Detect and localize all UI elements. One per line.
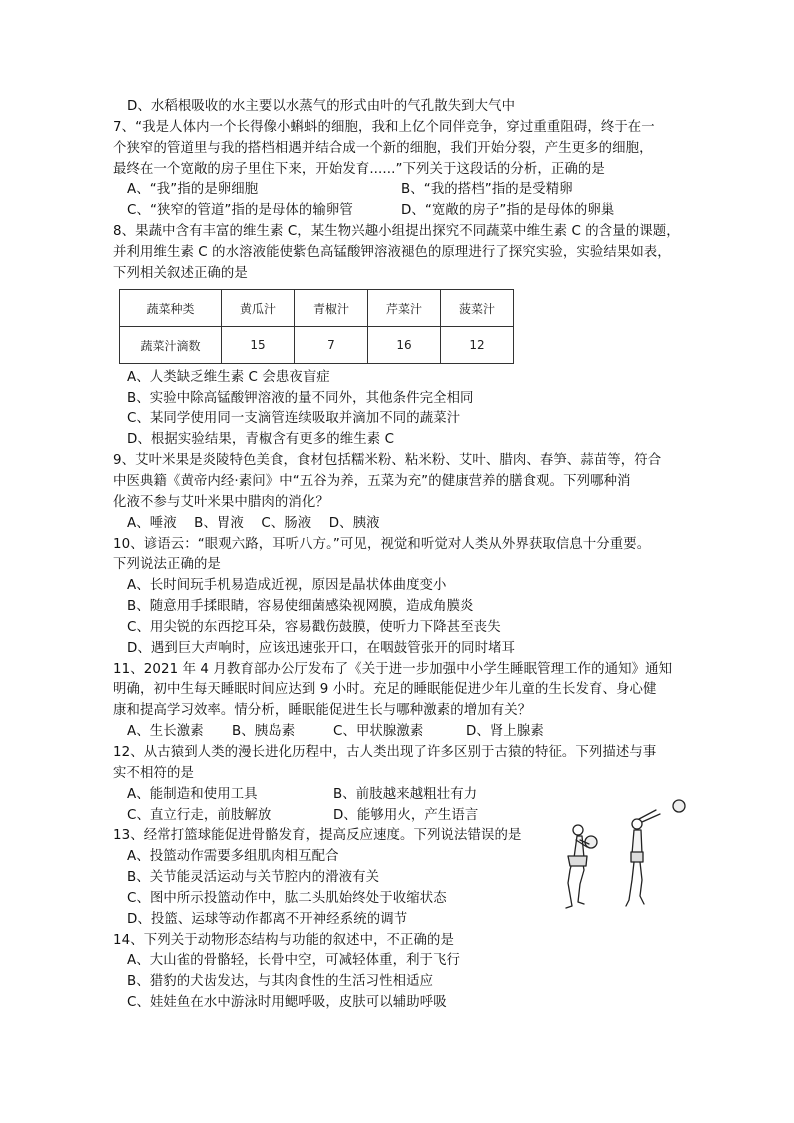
player-right-arms (639, 810, 660, 822)
player-right-head (632, 819, 642, 829)
q9-stem-line1: 9、艾叶米果是炎陵特色美食，食材包括糯米粉、粘米粉、艾叶、腊肉、春笋、蒜苗等，符合 (113, 453, 662, 468)
table-cell: 15 (222, 327, 295, 364)
q10-option-d: D、遇到巨大声响时，应该迅速张开口，在咽鼓管张开的同时堵耳 (127, 641, 516, 656)
q7-option-d: D、“宽敞的房子”指的是母体的卵巢 (401, 203, 615, 218)
q7-option-c: C、“狭窄的管道”指的是母体的输卵管 (127, 203, 353, 218)
q6-option-d: D、水稻根吸收的水主要以水蒸气的形式由叶的气孔散失到大气中 (127, 99, 516, 114)
q12-option-c: C、直立行走，前肢解放 (127, 808, 272, 823)
q8-stem-line1: 8、果蔬中含有丰富的维生素 C，某生物兴趣小组提出探究不同蔬菜中维生素 C 的含量的课题， (113, 224, 680, 239)
q14-stem: 14、下列关于动物形态结构与功能的叙述中，不正确的是 (113, 933, 455, 948)
table-cell: 12 (441, 327, 514, 364)
q8-option-d: D、根据实验结果，青椒含有更多的维生素 C (127, 432, 395, 447)
q8-stem-line3: 下列相关叙述正确的是 (113, 266, 248, 281)
q11-stem-line1: 11、2021 年 4 月教育部办公厅发布了《关于进一步加强中小学生睡眠管理工作的通知》通知 (113, 662, 673, 677)
q11-option-b: B、胰岛素 (232, 724, 296, 739)
q12-stem-line1: 12、从古猿到人类的漫长进化历程中，古人类出现了许多区别于古猿的特征。下列描述与事 (113, 745, 657, 760)
q10-stem-line2: 下列说法正确的是 (113, 557, 221, 572)
q14-option-a: A、大山雀的骨骼轻，长骨中空，可减轻体重，利于飞行 (127, 953, 461, 968)
table-row (120, 327, 514, 364)
table-header-cell: 芹菜汁 (368, 290, 441, 327)
q9-stem-line3: 化液不参与艾叶米果中腊肉的消化？ (113, 495, 329, 510)
q13-option-b: B、关节能灵活运动与关节腔内的滑液有关 (127, 870, 380, 885)
table-header-row (120, 290, 514, 327)
player-right-legs (626, 862, 644, 906)
q7-stem-line2: 个狭窄的管道里与我的搭档相遇并结合成一个新的细胞，我们开始分裂，产生更多的细胞， (113, 141, 653, 156)
q8-option-a: A、人类缺乏维生素 C 会患夜盲症 (127, 370, 330, 385)
player-left-torso (574, 836, 584, 858)
table-header-cell: 菠菜汁 (441, 290, 514, 327)
q11-option-d: D、肾上腺素 (466, 724, 544, 739)
q10-option-a: A、长时间玩手机易造成近视，原因是晶状体曲度变小 (127, 578, 447, 593)
q14-option-b: B、猎豹的犬齿发达，与其肉食性的生活习性相适应 (127, 974, 434, 989)
q12-option-b: B、前肢越来越粗壮有力 (333, 787, 478, 802)
table-header-cell: 青椒汁 (295, 290, 368, 327)
q12-option-d: D、能够用火，产生语言 (333, 808, 479, 823)
q8-stem-line2: 并利用维生素 C 的水溶液能使紫色高锰酸钾溶液褪色的原理进行了探究实验，实验结果如表， (113, 245, 671, 260)
q10-option-c: C、用尖锐的东西挖耳朵，容易戳伤鼓膜，使听力下降甚至丧失 (127, 620, 501, 635)
q11-option-a: A、生长激素 (127, 724, 204, 739)
q10-option-b: B、随意用手揉眼睛，容易使细菌感染视网膜，造成角膜炎 (127, 599, 474, 614)
q7-option-a: A、“我”指的是卵细胞 (127, 182, 259, 197)
q7-stem-line1: 7、“我是人体内一个长得像小蝌蚪的细胞，我和上亿个同伴竞争，穿过重重阻碍，终于在一 (113, 120, 655, 135)
basketball-shooting-figure (556, 796, 686, 916)
q8-option-b: B、实验中除高锰酸钾溶液的量不同外，其他条件完全相同 (127, 391, 474, 406)
q8-option-c: C、某同学使用同一支滴管连续吸取并滴加不同的蔬菜汁 (127, 411, 461, 426)
q14-option-c: C、娃娃鱼在水中游泳时用鳃呼吸，皮肤可以辅助呼吸 (127, 995, 447, 1010)
vegetable-juice-table (119, 289, 514, 364)
q11-stem-line3: 康和提高学习效率。情分析，睡眠能促进生长与哪种激素的增加有关？ (113, 703, 532, 718)
player-left-head (573, 825, 583, 835)
q13-option-d: D、投篮、运球等动作都离不开神经系统的调节 (127, 912, 408, 927)
basketball-air-icon (673, 800, 685, 812)
q9-stem-line2: 中医典籍《黄帝内经·素问》中“五谷为养，五菜为充”的健康营养的膳食观。下列哪种消 (113, 474, 631, 489)
q9-options: A、唾液 B、胃液 C、肠液 D、胰液 (127, 516, 380, 531)
table-cell: 16 (368, 327, 441, 364)
table-header-cell: 黄瓜汁 (222, 290, 295, 327)
q11-stem-line2: 明确，初中生每天睡眠时间应达到 9 小时。充足的睡眠能促进少年儿童的生长发育、身心健 (113, 682, 657, 697)
q13-option-a: A、投篮动作需要多组肌肉相互配合 (127, 849, 339, 864)
table-cell: 7 (295, 327, 368, 364)
q11-option-c: C、甲状腺激素 (333, 724, 424, 739)
q7-option-b: B、“我的搭档”指的是受精卵 (401, 182, 573, 197)
q13-stem: 13、经常打篮球能促进骨骼发育，提高反应速度。下列说法错误的是 (113, 828, 522, 843)
table-header-cell: 蔬菜种类 (120, 290, 222, 327)
q12-stem-line2: 实不相符的是 (113, 766, 194, 781)
q12-option-a: A、能制造和使用工具 (127, 787, 258, 802)
q7-stem-line3: 最终在一个宽敞的房子里住下来，开始发育......”下列关于这段话的分析，正确的是 (113, 162, 605, 177)
table-cell: 蔬菜汁滴数 (120, 327, 222, 364)
q13-option-c: C、图中所示投篮动作中，肱二头肌始终处于收缩状态 (127, 891, 447, 906)
q10-stem-line1: 10、谚语云：“眼观六路，耳听八方。”可见，视觉和听觉对人类从外界获取信息十分重要。 (113, 537, 651, 552)
player-right-torso (632, 830, 642, 854)
